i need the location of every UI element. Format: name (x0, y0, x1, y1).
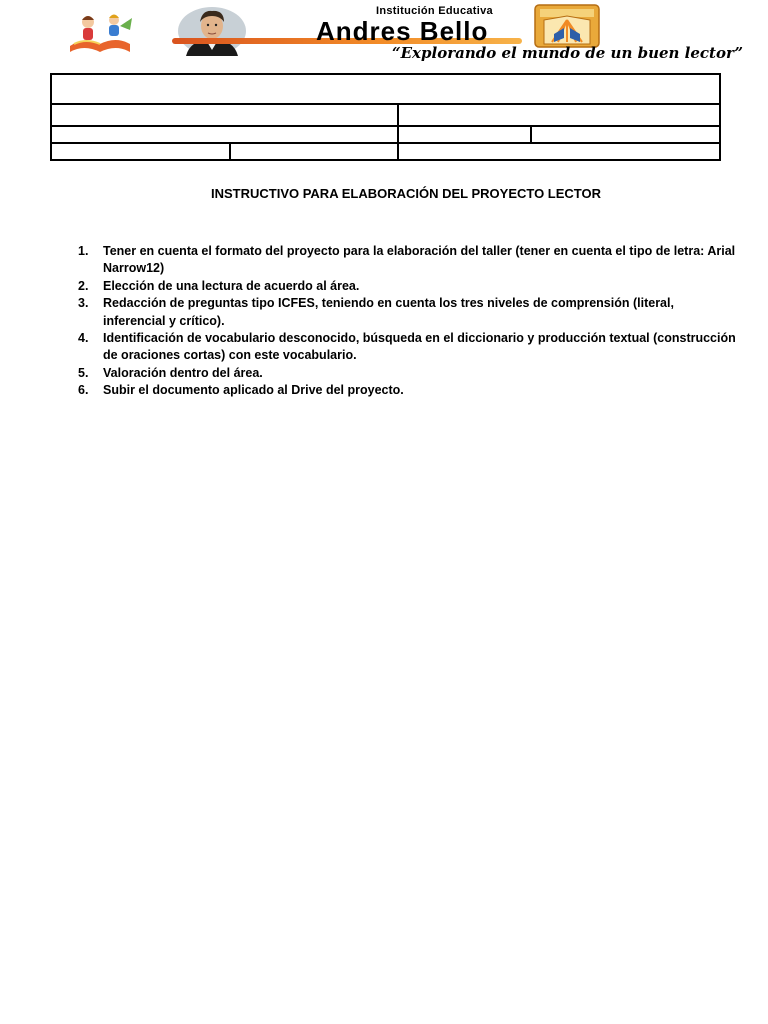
list-item (78, 382, 738, 399)
form-cell (51, 104, 398, 126)
step-text: Subir el documento aplicado al Drive del proyecto. (103, 383, 404, 398)
step-number: 2. (78, 278, 89, 293)
document-title: INSTRUCTIVO PARA ELABORACIÓN DEL PROYECTO LECTOR (210, 186, 602, 201)
step-number: 1. (78, 244, 89, 258)
step-text: Redacción de preguntas tipo ICFES, teniendo en cuenta los tres niveles de comprensión (literal, inferencial y crítico). (103, 296, 674, 328)
form-cell (398, 104, 720, 126)
step-number: 3. (78, 296, 89, 311)
letterhead (0, 0, 768, 70)
form-cell (398, 126, 531, 143)
list-item (78, 243, 738, 278)
form-cell (51, 143, 230, 160)
step-text: Tener en cuenta el formato del proyecto para la elaboración del taller (tener en cuenta el tipo de letra: Arial Narrow12) (103, 244, 736, 276)
school-name: Andres Bello (316, 16, 489, 46)
list-item (78, 295, 738, 330)
step-number: 6. (78, 383, 89, 398)
form-cell (230, 143, 398, 160)
institution-label: Institución Educativa (376, 5, 493, 17)
instruction-list (78, 243, 738, 400)
header-form-table (50, 73, 721, 161)
step-text: Identificación de vocabulario desconocido, búsqueda en el diccionario y producción textual (construcción de oraciones cortas) con este vocabulario. (103, 331, 736, 363)
form-cell (531, 126, 720, 143)
list-item (78, 278, 738, 295)
slogan: “Explorando el mundo de un buen lector” (392, 44, 744, 62)
form-cell-title (51, 74, 720, 104)
step-number: 4. (78, 331, 89, 346)
step-number: 5. (78, 365, 89, 380)
andres-bello-portrait (176, 6, 248, 56)
step-text: Valoración dentro del área. (103, 365, 263, 380)
list-item (78, 365, 738, 382)
list-item (78, 330, 738, 365)
step-text: Elección de una lectura de acuerdo al área. (103, 278, 360, 293)
school-crest (534, 4, 600, 48)
children-reading-logo (64, 8, 136, 58)
form-cell (51, 126, 398, 143)
form-cell (398, 143, 720, 160)
